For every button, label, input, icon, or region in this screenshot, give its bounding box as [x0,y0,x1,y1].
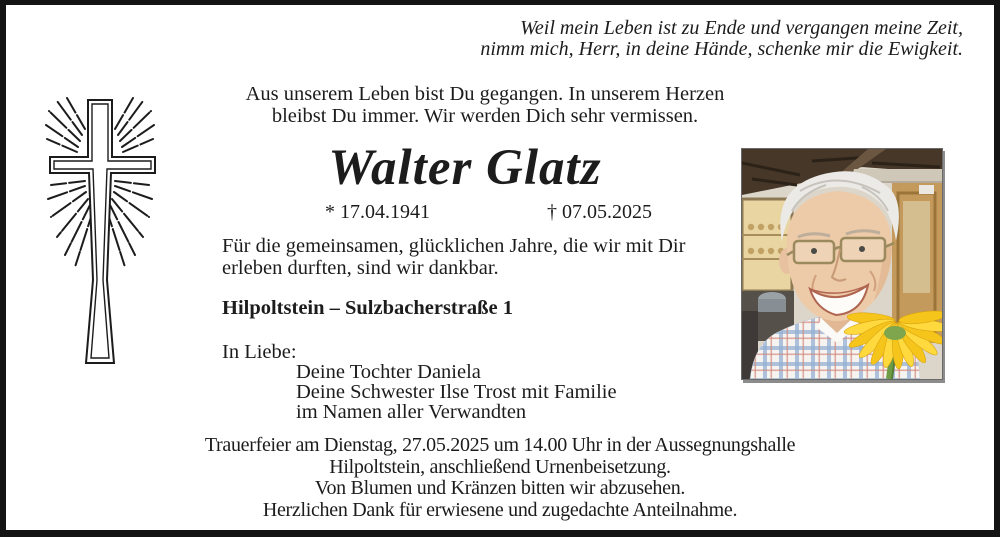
mourner-name: Deine Schwester Ilse Trost mit Familie [296,381,617,403]
gratitude-line: erleben durften, sind wir dankbar. [222,256,499,279]
radiant-cross-illustration [45,95,160,375]
frame-bottom [0,530,1000,537]
funeral-details-line: Herzlichen Dank für erwiesene und zugedachte Anteilnahme. [262,498,738,521]
mourners-list [296,362,617,422]
funeral-details-line: Hilpoltstein, anschließend Urnenbeisetzung. [329,455,671,478]
death-date: † 07.05.2025 [547,201,652,223]
farewell-line: Aus unserem Leben bist Du gegangen. In unserem Herzen [245,83,725,105]
farewell-text [190,84,780,127]
birth-date: * 17.04.1941 [325,201,430,223]
memorial-verse [480,18,963,60]
gratitude-line: Für die gemeinsamen, glücklichen Jahre, die wir mit Dir [222,235,686,257]
deceased-name: Walter Glatz [328,140,602,196]
frame-right [994,0,1000,537]
portrait-photo [741,148,943,380]
frame-top [0,0,1000,5]
gratitude-text [222,236,685,279]
closing-salutation: In Liebe: [222,341,297,363]
mourner-name: Deine Tochter Daniela [296,361,481,383]
memorial-verse-line: nimm mich, Herr, in deine Hände, schenke mir die Ewigkeit. [480,38,963,60]
farewell-line: bleibst Du immer. Wir werden Dich sehr vermissen. [271,104,699,127]
funeral-details-line: Trauerfeier am Dienstag, 27.05.2025 um 14.00 Uhr in der Aussegnungshalle [204,434,796,456]
funeral-details [6,435,994,521]
memorial-verse-line: Weil mein Leben ist zu Ende und vergangen meine Zeit, [520,17,963,39]
funeral-details-line: Von Blumen und Kränzen bitten wir abzusehen. [314,477,686,499]
residence-address: Hilpoltstein – Sulzbacherstraße 1 [222,297,513,319]
mourner-name: im Namen aller Verwandten [296,401,527,423]
